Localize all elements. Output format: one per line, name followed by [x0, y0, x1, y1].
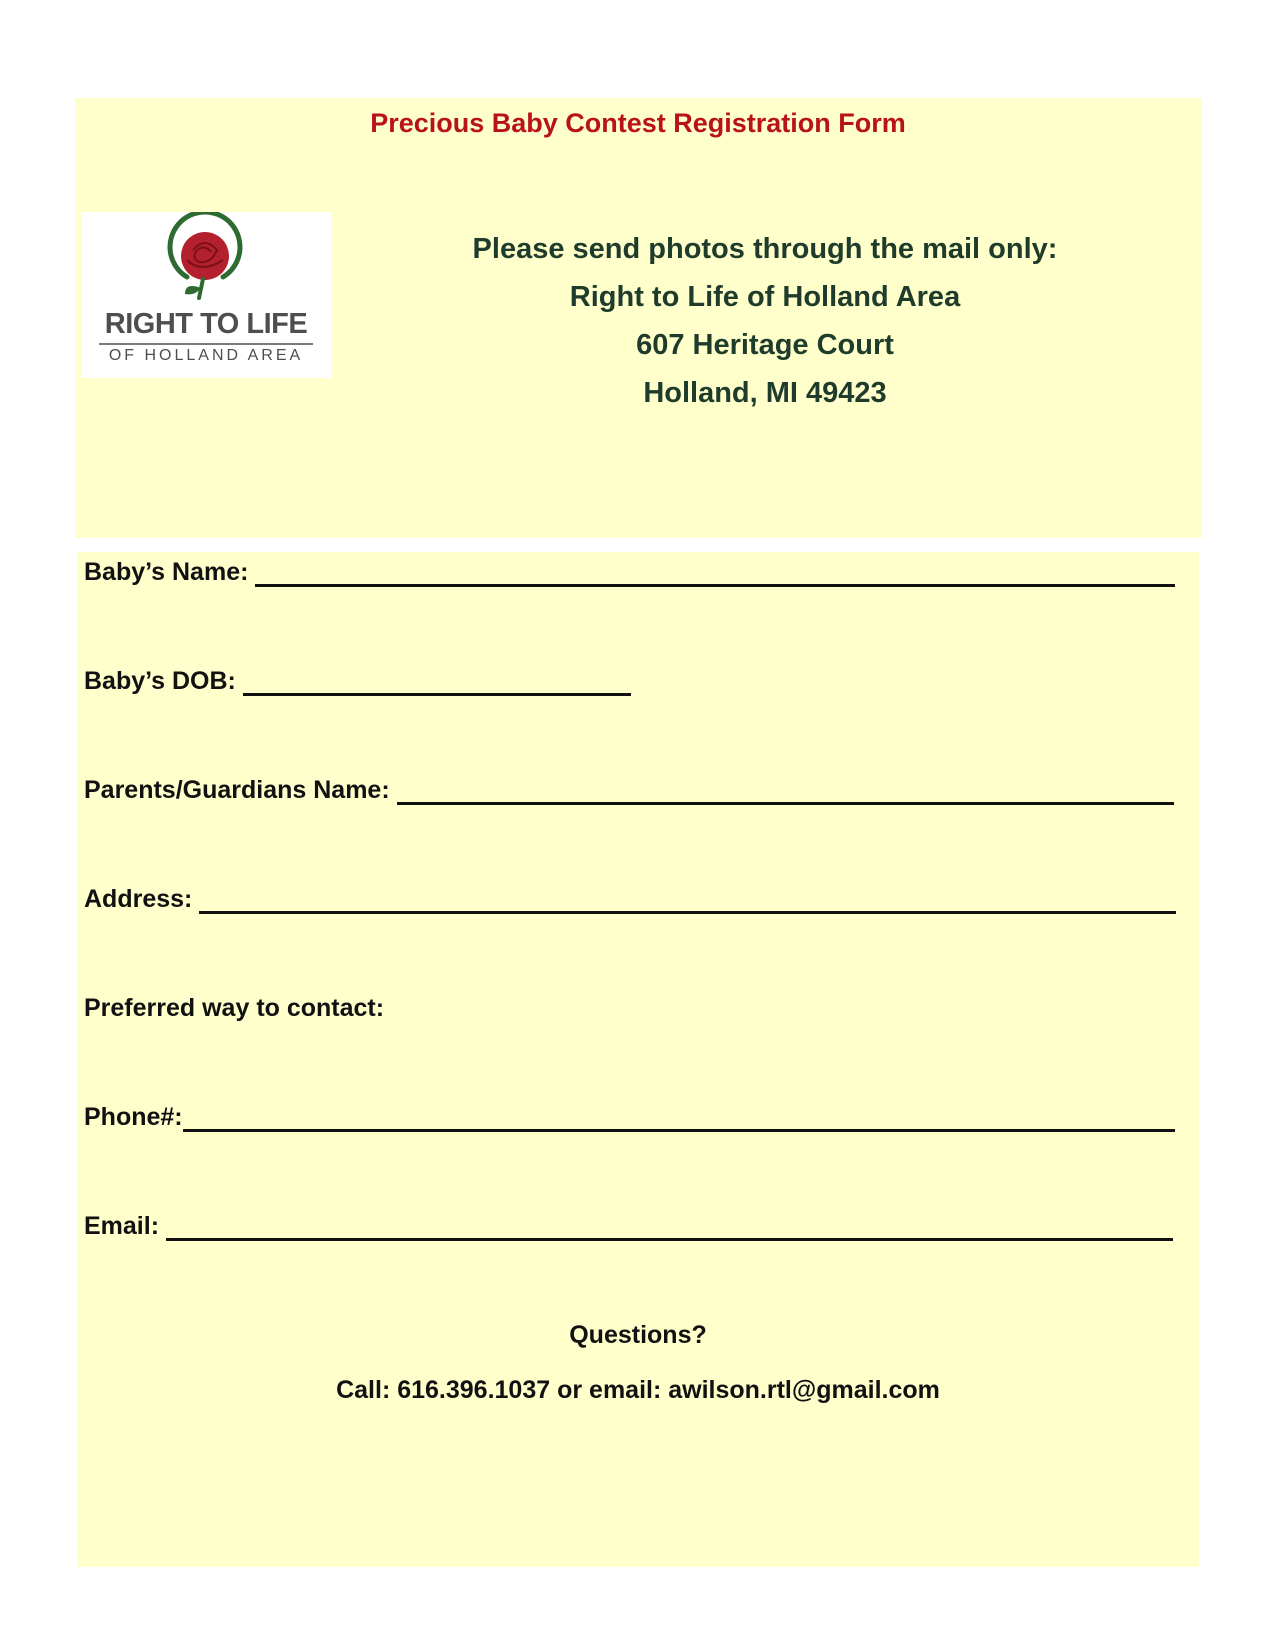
phone-blank[interactable]: [183, 1103, 1175, 1132]
preferred-contact-field: [84, 994, 384, 1023]
baby-dob-blank[interactable]: [243, 667, 631, 696]
parents-name-label: Parents/Guardians Name:: [84, 776, 390, 804]
address-field: [84, 885, 1176, 914]
form-panel: [77, 552, 1199, 1567]
address-label: Address:: [84, 885, 193, 913]
baby-name-blank[interactable]: [255, 558, 1175, 587]
logo-line-1: RIGHT TO LIFE: [104, 308, 308, 340]
city-state-zip: Holland, MI 49423: [643, 377, 887, 409]
parents-name-field: [84, 776, 1174, 805]
baby-dob-label: Baby’s DOB:: [84, 667, 236, 695]
street-address: 607 Heritage Court: [636, 329, 894, 361]
preferred-contact-label: Preferred way to contact:: [84, 994, 385, 1022]
parents-name-blank[interactable]: [397, 776, 1174, 805]
email-blank[interactable]: [166, 1212, 1173, 1241]
contact-info: Call: 616.396.1037 or email: awilson.rtl@gmail.com: [336, 1376, 940, 1404]
rose-icon: [81, 212, 331, 312]
logo-line-2: OF HOLLAND AREA: [108, 347, 304, 364]
questions-heading: Questions?: [569, 1321, 707, 1349]
baby-name-field: [84, 558, 1175, 587]
mailing-address: [440, 225, 1090, 417]
baby-dob-field: [84, 667, 631, 696]
phone-label: Phone#:: [84, 1103, 183, 1131]
right-to-life-logo: [81, 212, 331, 378]
mail-instruction: Please send photos through the mail only:: [472, 233, 1058, 265]
logo-divider: [99, 343, 313, 345]
email-label: Email:: [84, 1212, 160, 1240]
email-field: [84, 1212, 1173, 1241]
baby-name-label: Baby’s Name:: [84, 558, 249, 586]
address-blank[interactable]: [199, 885, 1176, 914]
form-title: Precious Baby Contest Registration Form: [370, 108, 906, 138]
phone-field: [84, 1103, 1175, 1132]
organization-name: Right to Life of Holland Area: [569, 281, 961, 313]
